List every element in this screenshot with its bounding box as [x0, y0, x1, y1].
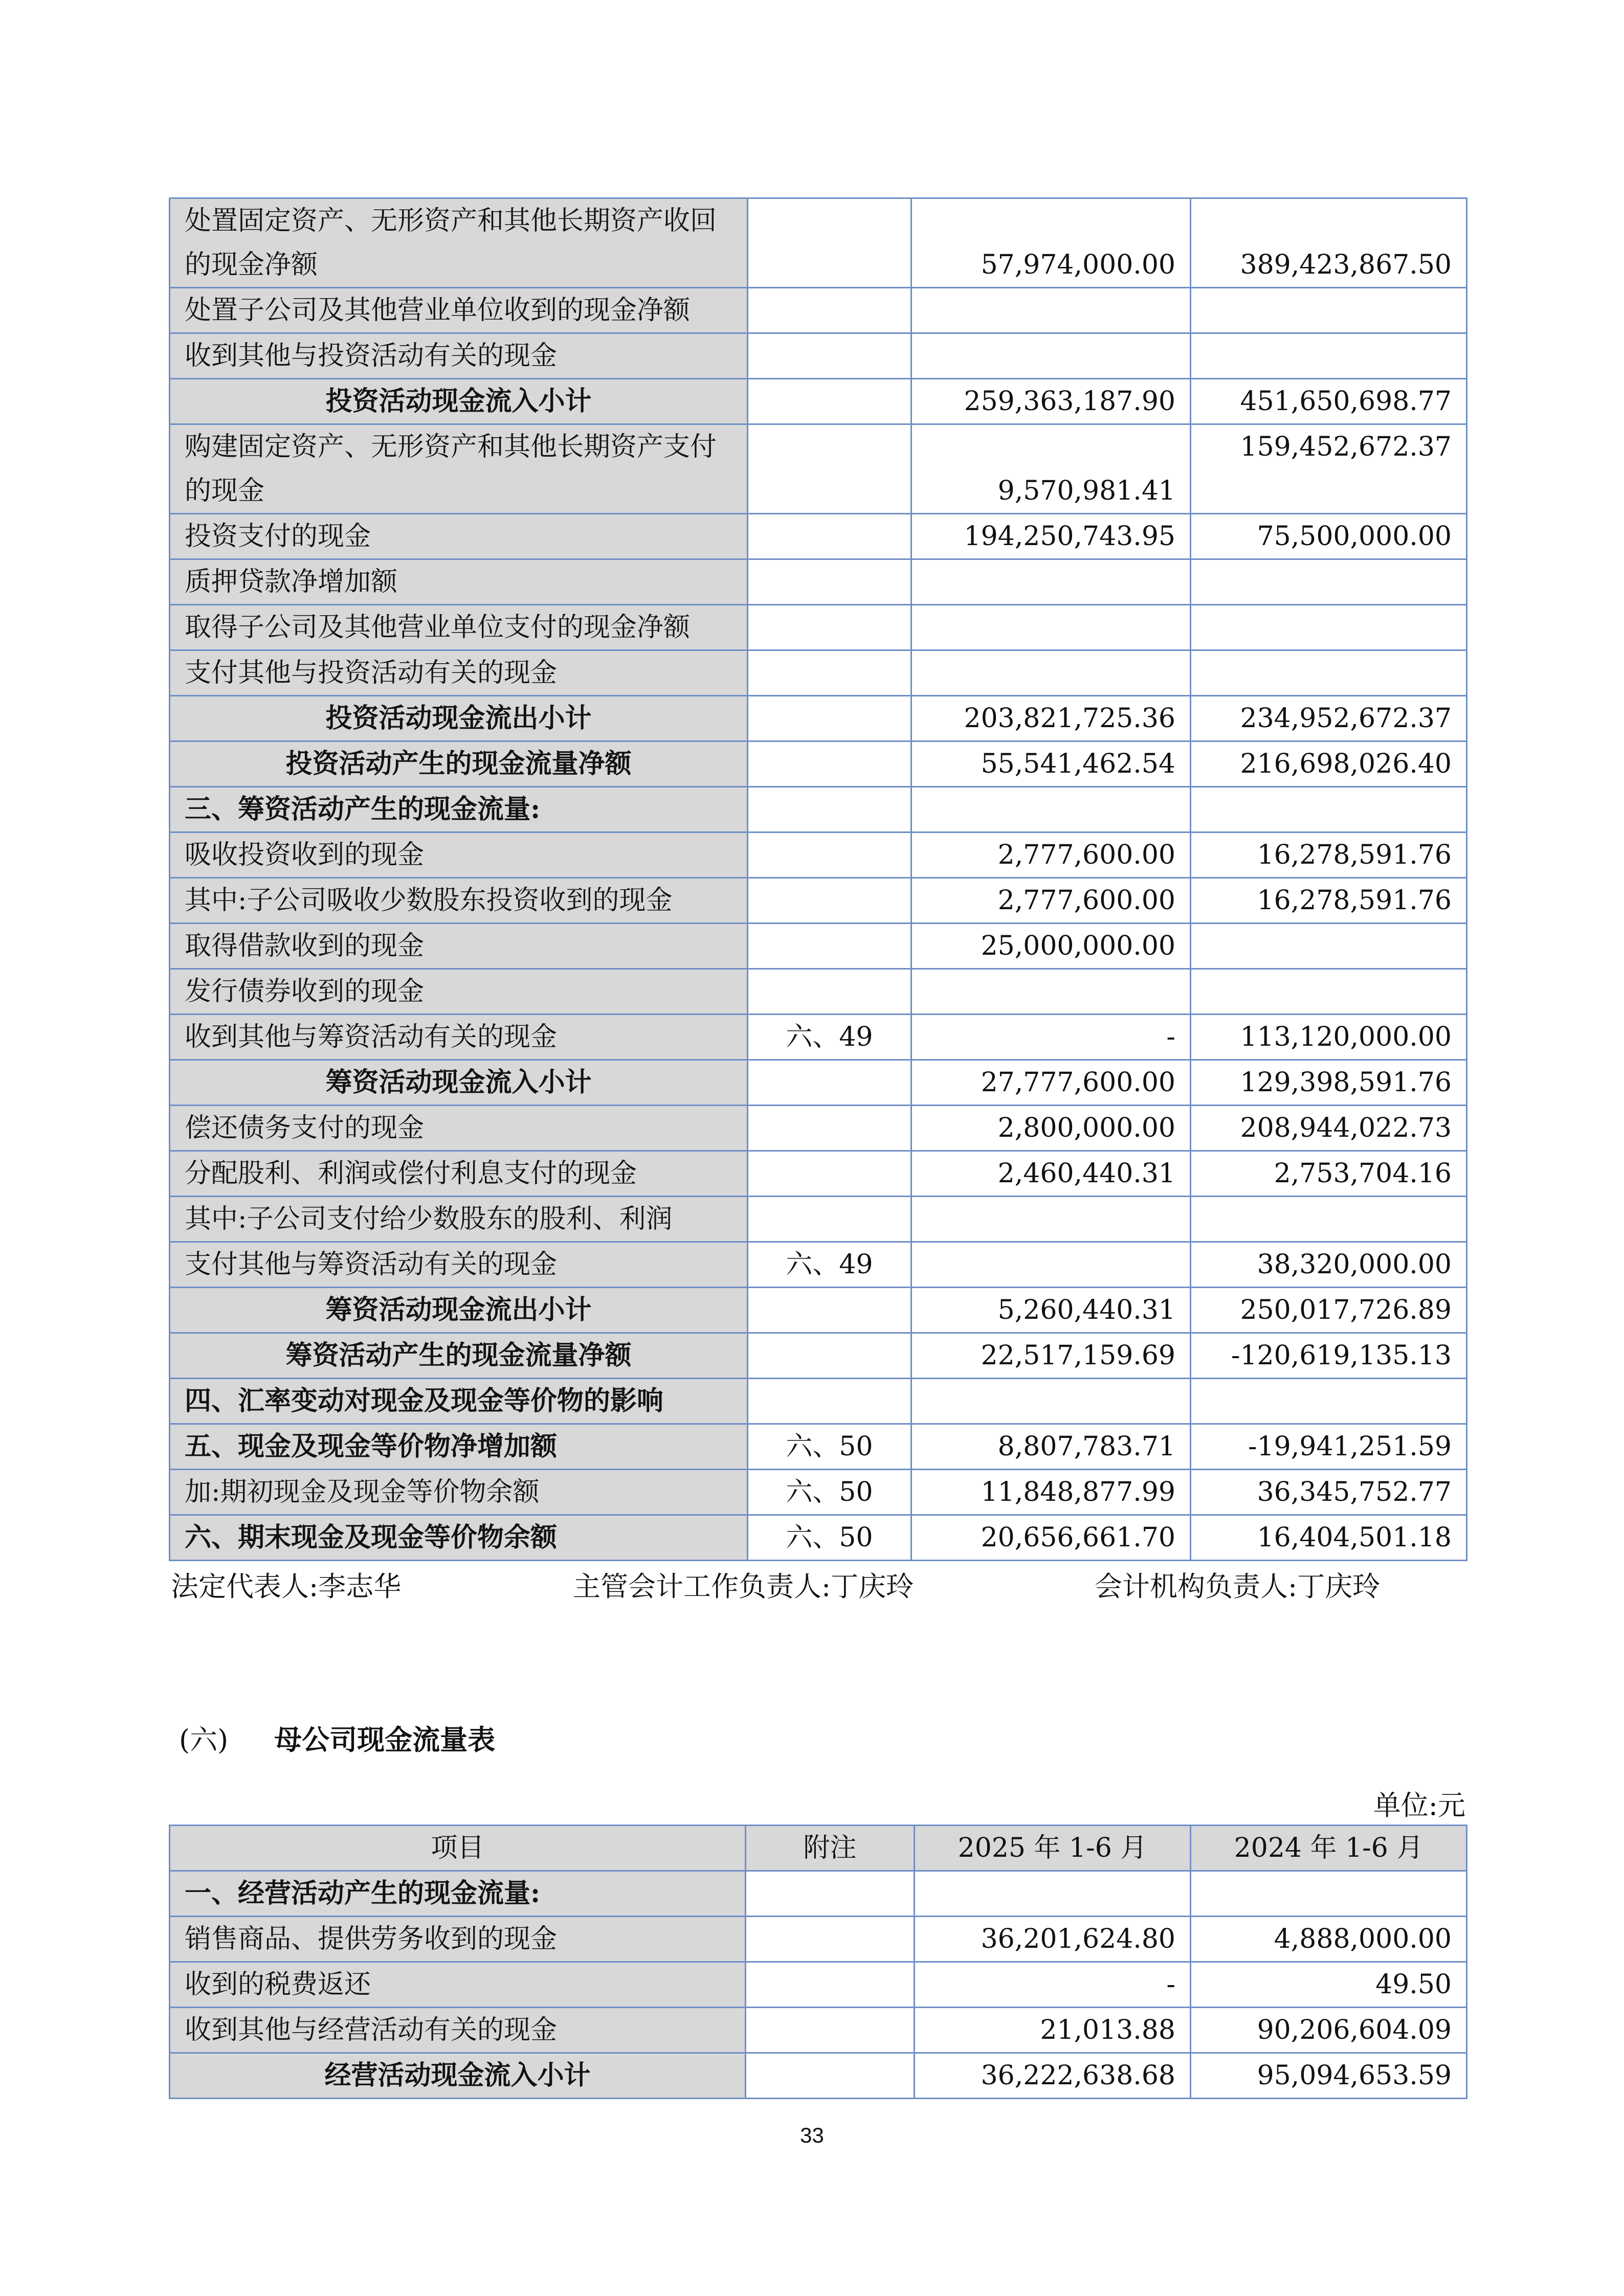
row-note [748, 1151, 911, 1197]
row-note: 六、50 [748, 1424, 911, 1470]
table-row [170, 1379, 1467, 1424]
table-row [170, 1917, 1467, 1962]
row-value-2025: 2,800,000.00 [911, 1106, 1191, 1151]
table-row [170, 605, 1467, 650]
row-value-2024 [1191, 1197, 1467, 1242]
row-item-label: 六、期末现金及现金等价物余额 [170, 1515, 748, 1561]
table-row [170, 559, 1467, 605]
row-item-label: 其中:子公司支付给少数股东的股利、利润 [170, 1197, 748, 1242]
table-row [170, 1015, 1467, 1060]
row-item-label: 收到其他与经营活动有关的现金 [170, 2008, 746, 2053]
row-item-label: 收到其他与筹资活动有关的现金 [170, 1015, 748, 1060]
row-value-2025 [911, 1197, 1191, 1242]
row-value-2024: 95,094,653.59 [1191, 2053, 1467, 2099]
row-value-2025: 36,201,624.80 [915, 1917, 1191, 1962]
row-value-2024: 49.50 [1191, 1962, 1467, 2008]
row-value-2025: 2,777,600.00 [911, 878, 1191, 924]
table-row [170, 1242, 1467, 1288]
row-note [748, 514, 911, 559]
row-note [748, 832, 911, 878]
table-row [170, 1470, 1467, 1515]
row-value-2024: 75,500,000.00 [1191, 514, 1467, 559]
row-item-label: 收到其他与投资活动有关的现金 [170, 333, 748, 379]
row-item-label: 四、汇率变动对现金及现金等价物的影响 [170, 1379, 748, 1424]
row-value-2025 [911, 969, 1191, 1015]
row-note [746, 1962, 915, 2008]
row-value-2024: 16,278,591.76 [1191, 878, 1467, 924]
row-note [748, 650, 911, 696]
table-row [170, 832, 1467, 878]
row-note [748, 605, 911, 650]
accounting-head-signature: 主管会计工作负责人:丁庆玲 [573, 1570, 914, 1603]
row-value-2025 [911, 1379, 1191, 1424]
row-value-2024: 250,017,726.89 [1191, 1288, 1467, 1333]
row-item-label: 购建固定资产、无形资产和其他长期资产支付的现金 [170, 424, 748, 514]
section-title-text: 母公司现金流量表 [274, 1723, 496, 1756]
row-item-label: 投资活动产生的现金流量净额 [170, 741, 748, 787]
row-note [748, 424, 911, 514]
row-value-2024: 2,753,704.16 [1191, 1151, 1467, 1197]
row-value-2024: 16,404,501.18 [1191, 1515, 1467, 1561]
row-value-2025: - [911, 1015, 1191, 1060]
table-row [170, 878, 1467, 924]
table-row [170, 424, 1467, 514]
row-value-2024: 389,423,867.50 [1191, 198, 1467, 288]
row-value-2025: 8,807,783.71 [911, 1424, 1191, 1470]
row-value-2025: 11,848,877.99 [911, 1470, 1191, 1515]
row-value-2024: 38,320,000.00 [1191, 1242, 1467, 1288]
row-value-2025: 2,460,440.31 [911, 1151, 1191, 1197]
table-row [170, 198, 1467, 288]
row-note [748, 924, 911, 969]
table-row [170, 1424, 1467, 1470]
table-row [170, 1515, 1467, 1561]
page-number: 33 [800, 2123, 824, 2147]
table-row [170, 1197, 1467, 1242]
row-value-2025: 259,363,187.90 [911, 379, 1191, 424]
row-value-2024: 90,206,604.09 [1191, 2008, 1467, 2053]
row-note [748, 787, 911, 832]
row-value-2025 [911, 333, 1191, 379]
row-note [748, 1106, 911, 1151]
row-item-label: 取得子公司及其他营业单位支付的现金净额 [170, 605, 748, 650]
row-note [748, 1379, 911, 1424]
row-value-2025 [911, 1242, 1191, 1288]
row-item-label: 分配股利、利润或偿付利息支付的现金 [170, 1151, 748, 1197]
row-value-2024: 4,888,000.00 [1191, 1917, 1467, 1962]
row-note: 六、49 [748, 1015, 911, 1060]
header-item: 项目 [170, 1826, 746, 1871]
table-row [170, 333, 1467, 379]
table-row [170, 924, 1467, 969]
table-row [170, 1106, 1467, 1151]
row-value-2025: 194,250,743.95 [911, 514, 1191, 559]
accounting-institution-head-signature: 会计机构负责人:丁庆玲 [1095, 1570, 1381, 1603]
row-item-label: 筹资活动产生的现金流量净额 [170, 1333, 748, 1379]
header-2024: 2024 年 1-6 月 [1191, 1826, 1467, 1871]
row-value-2025: 9,570,981.41 [911, 424, 1191, 514]
row-item-label: 加:期初现金及现金等价物余额 [170, 1470, 748, 1515]
row-item-label: 处置子公司及其他营业单位收到的现金净额 [170, 288, 748, 333]
row-value-2024: -120,619,135.13 [1191, 1333, 1467, 1379]
table-row [170, 1060, 1467, 1106]
row-note [748, 333, 911, 379]
row-value-2024: 159,452,672.37 [1191, 424, 1467, 514]
row-value-2025: 20,656,661.70 [911, 1515, 1191, 1561]
row-value-2025: 22,517,159.69 [911, 1333, 1191, 1379]
row-value-2024: -19,941,251.59 [1191, 1424, 1467, 1470]
section-number: (六) [179, 1724, 229, 1756]
row-value-2024 [1191, 605, 1467, 650]
row-note [748, 741, 911, 787]
row-value-2025 [915, 1871, 1191, 1917]
row-item-label: 处置固定资产、无形资产和其他长期资产收回的现金净额 [170, 198, 748, 288]
table-row [170, 1962, 1467, 2008]
row-value-2024 [1191, 288, 1467, 333]
table-header-row [170, 1826, 1467, 1871]
row-note [746, 1917, 915, 1962]
row-note [748, 696, 911, 741]
table-row [170, 969, 1467, 1015]
row-value-2025 [911, 559, 1191, 605]
row-value-2024: 129,398,591.76 [1191, 1060, 1467, 1106]
row-value-2024: 36,345,752.77 [1191, 1470, 1467, 1515]
row-value-2025: 21,013.88 [915, 2008, 1191, 2053]
row-note [746, 2008, 915, 2053]
row-note [748, 878, 911, 924]
row-note [746, 2053, 915, 2099]
row-note [746, 1871, 915, 1917]
row-value-2025 [911, 787, 1191, 832]
table-row [170, 787, 1467, 832]
row-value-2024 [1191, 1871, 1467, 1917]
row-item-label: 其中:子公司吸收少数股东投资收到的现金 [170, 878, 748, 924]
row-note [748, 1197, 911, 1242]
row-item-label: 质押贷款净增加额 [170, 559, 748, 605]
row-item-label: 投资活动现金流入小计 [170, 379, 748, 424]
row-note: 六、50 [748, 1470, 911, 1515]
section-title [179, 1718, 495, 1758]
row-item-label: 五、现金及现金等价物净增加额 [170, 1424, 748, 1470]
row-item-label: 一、经营活动产生的现金流量: [170, 1871, 746, 1917]
table-row [170, 2008, 1467, 2053]
table-row [170, 2053, 1467, 2099]
row-value-2025: 55,541,462.54 [911, 741, 1191, 787]
header-note: 附注 [746, 1826, 915, 1871]
row-item-label: 投资支付的现金 [170, 514, 748, 559]
row-note [748, 1333, 911, 1379]
row-value-2024 [1191, 650, 1467, 696]
row-value-2024 [1191, 787, 1467, 832]
row-value-2025: - [915, 1962, 1191, 2008]
unit-label: 单位:元 [1373, 1789, 1465, 1821]
row-note [748, 1288, 911, 1333]
row-value-2025: 27,777,600.00 [911, 1060, 1191, 1106]
row-value-2024: 216,698,026.40 [1191, 741, 1467, 787]
table-row [170, 379, 1467, 424]
row-item-label: 销售商品、提供劳务收到的现金 [170, 1917, 746, 1962]
header-2025: 2025 年 1-6 月 [915, 1826, 1191, 1871]
table-row [170, 696, 1467, 741]
row-note: 六、49 [748, 1242, 911, 1288]
row-item-label: 筹资活动现金流入小计 [170, 1060, 748, 1106]
row-value-2025 [911, 650, 1191, 696]
row-value-2025 [911, 288, 1191, 333]
row-value-2024 [1191, 924, 1467, 969]
row-item-label: 三、筹资活动产生的现金流量: [170, 787, 748, 832]
table-row [170, 1151, 1467, 1197]
row-item-label: 支付其他与投资活动有关的现金 [170, 650, 748, 696]
row-value-2024 [1191, 333, 1467, 379]
row-value-2025: 57,974,000.00 [911, 198, 1191, 288]
row-item-label: 偿还债务支付的现金 [170, 1106, 748, 1151]
row-item-label: 取得借款收到的现金 [170, 924, 748, 969]
table-row [170, 1333, 1467, 1379]
row-value-2024: 16,278,591.76 [1191, 832, 1467, 878]
row-value-2024: 113,120,000.00 [1191, 1015, 1467, 1060]
row-value-2024 [1191, 559, 1467, 605]
row-note: 六、50 [748, 1515, 911, 1561]
table-row [170, 741, 1467, 787]
row-value-2025 [911, 605, 1191, 650]
legal-representative-signature: 法定代表人:李志华 [171, 1570, 402, 1603]
row-note [748, 288, 911, 333]
row-value-2024: 451,650,698.77 [1191, 379, 1467, 424]
row-note [748, 559, 911, 605]
row-value-2025: 25,000,000.00 [911, 924, 1191, 969]
row-value-2024 [1191, 969, 1467, 1015]
row-value-2025: 2,777,600.00 [911, 832, 1191, 878]
row-item-label: 筹资活动现金流出小计 [170, 1288, 748, 1333]
table-row [170, 1871, 1467, 1917]
row-item-label: 支付其他与筹资活动有关的现金 [170, 1242, 748, 1288]
row-item-label: 经营活动现金流入小计 [170, 2053, 746, 2099]
row-item-label: 发行债券收到的现金 [170, 969, 748, 1015]
row-note [748, 198, 911, 288]
table-row [170, 288, 1467, 333]
row-note [748, 379, 911, 424]
row-item-label: 投资活动现金流出小计 [170, 696, 748, 741]
table-row [170, 1288, 1467, 1333]
row-value-2025: 36,222,638.68 [915, 2053, 1191, 2099]
cash-flow-table-consolidated [169, 197, 1467, 1561]
table-row [170, 650, 1467, 696]
row-value-2024 [1191, 1379, 1467, 1424]
row-value-2024: 234,952,672.37 [1191, 696, 1467, 741]
row-note [748, 969, 911, 1015]
cash-flow-table-parent [169, 1825, 1467, 2099]
row-value-2024: 208,944,022.73 [1191, 1106, 1467, 1151]
table-row [170, 514, 1467, 559]
row-item-label: 收到的税费返还 [170, 1962, 746, 2008]
row-item-label: 吸收投资收到的现金 [170, 832, 748, 878]
row-value-2025: 203,821,725.36 [911, 696, 1191, 741]
row-note [748, 1060, 911, 1106]
row-value-2025: 5,260,440.31 [911, 1288, 1191, 1333]
